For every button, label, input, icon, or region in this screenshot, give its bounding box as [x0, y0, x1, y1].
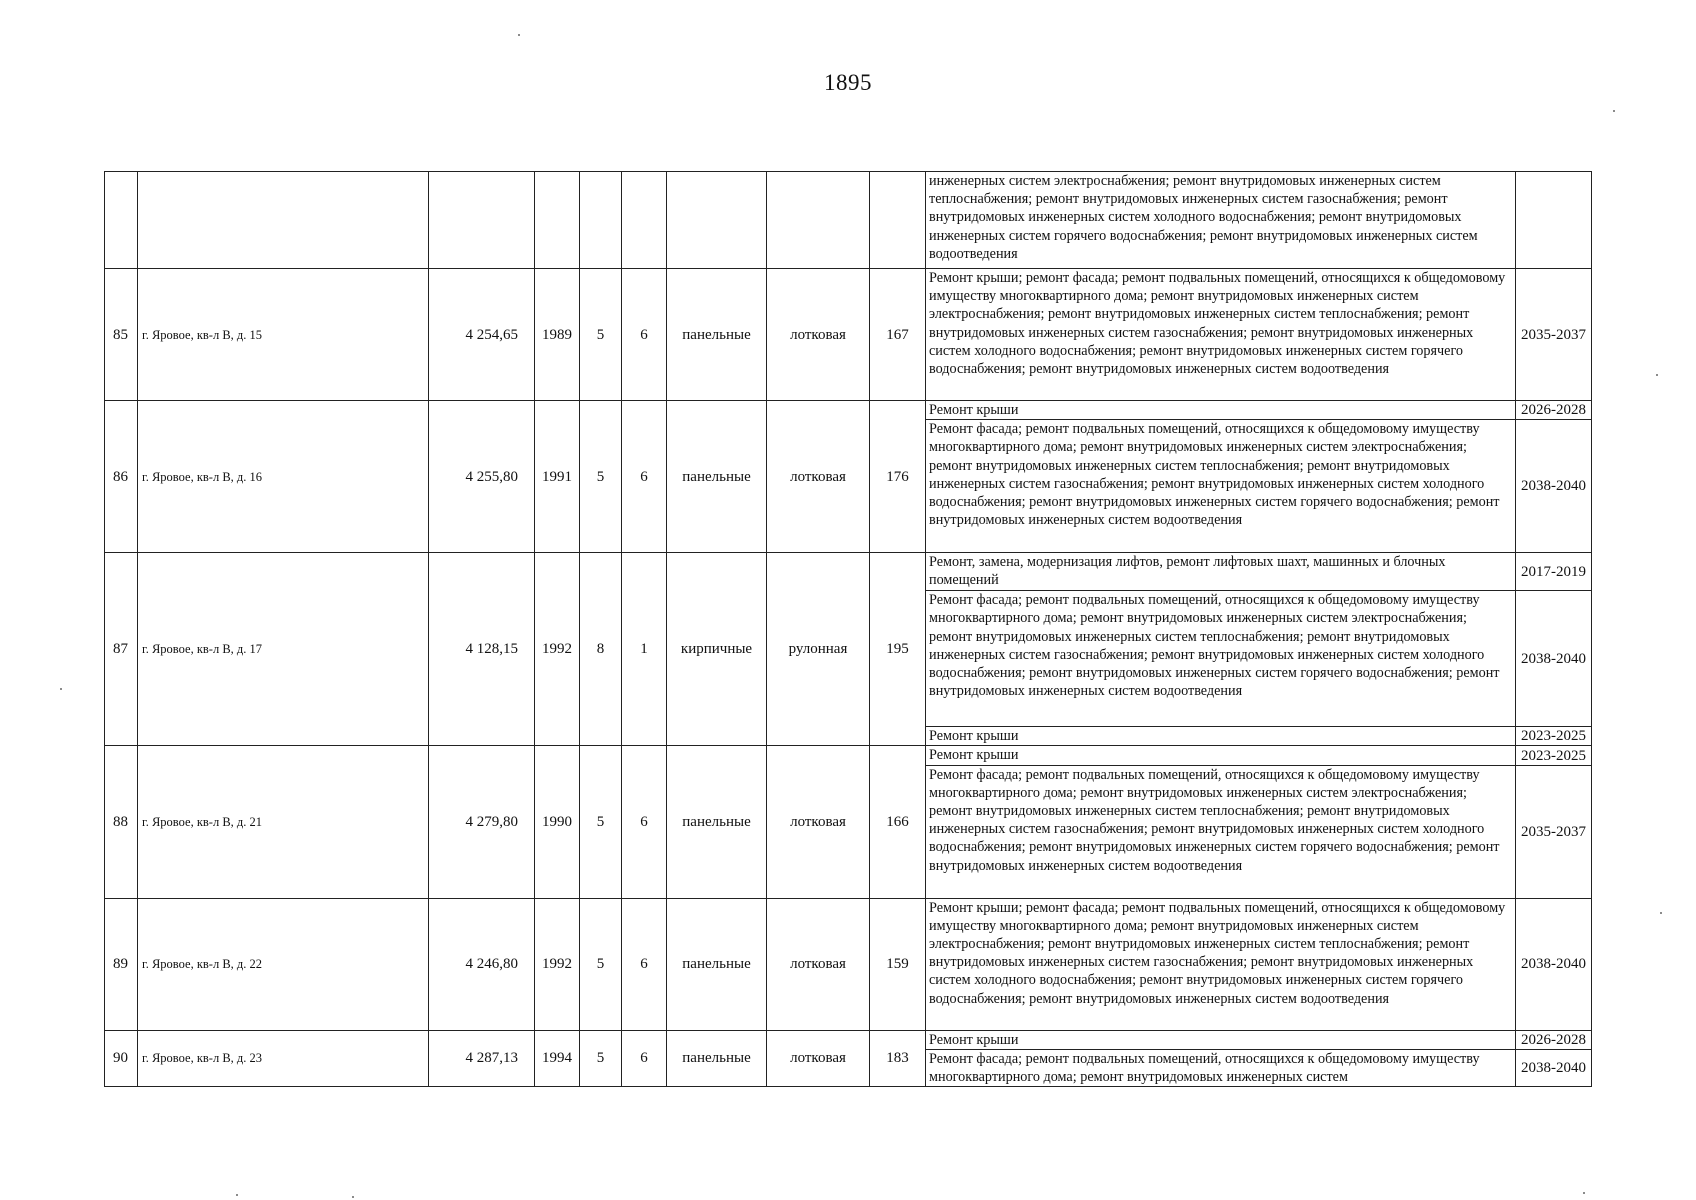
- works-cell: Ремонт крыши; ремонт фасада; ремонт подвальных помещений, относящихся к общедомовому имуществу многоквартирного дома; ремонт внутридомовых инженерных систем электроснабжения; ремонт внутридомовых инженерных систем теплоснабжения; ремонт внутридомовых инженерных систем газоснабжения; ремонт внутридомовых инженерных систем холодного водоснабжения; ремонт внутридомовых инженерных систем горячего водоснабжения; ремонт внутридомовых инженерных систем водоотведения: [926, 269, 1516, 401]
- works-cell: Ремонт фасада; ремонт подвальных помещений, относящихся к общедомовому имуществу многоквартирного дома; ремонт внутридомовых инженерных систем электроснабжения; ремонт внутридомовых инженерных систем теплоснабжения; ремонт внутридомовых инженерных систем газоснабжения; ремонт внутридомовых инженерных систем холодного водоснабжения; ремонт внутридомовых инженерных систем горячего водоснабжения; ремонт внутридомовых инженерных систем водоотведения: [926, 765, 1516, 898]
- period-cell: 2038-2040: [1516, 420, 1592, 553]
- year-cell: [535, 172, 580, 269]
- period-cell: 2038-2040: [1516, 1049, 1592, 1086]
- roof-cell: лотковая: [767, 898, 870, 1030]
- row-num-cell: 87: [105, 553, 138, 746]
- entrances-cell: [622, 172, 667, 269]
- capital-repair-table: [104, 171, 1592, 1087]
- address-cell: г. Яровое, кв-л В, д. 21: [138, 746, 429, 898]
- table-row: [105, 269, 1592, 401]
- year-cell: 1994: [535, 1030, 580, 1087]
- table-row: [105, 1030, 1592, 1049]
- row-num-cell: 89: [105, 898, 138, 1030]
- entrances-cell: 6: [622, 1030, 667, 1087]
- scan-speck: [1656, 374, 1658, 376]
- period-cell: 2026-2028: [1516, 401, 1592, 420]
- residents-cell: 195: [870, 553, 926, 746]
- period-cell: 2035-2037: [1516, 765, 1592, 898]
- scan-speck: [518, 34, 520, 36]
- residents-cell: 183: [870, 1030, 926, 1087]
- period-cell: 2038-2040: [1516, 591, 1592, 727]
- address-cell: г. Яровое, кв-л В, д. 16: [138, 401, 429, 553]
- entrances-cell: 6: [622, 746, 667, 898]
- works-cell: Ремонт, замена, модернизация лифтов, ремонт лифтовых шахт, машинных и блочных помещений: [926, 553, 1516, 591]
- entrances-cell: 6: [622, 269, 667, 401]
- period-cell: 2035-2037: [1516, 269, 1592, 401]
- works-cell: Ремонт крыши: [926, 401, 1516, 420]
- roof-cell: лотковая: [767, 401, 870, 553]
- residents-cell: 166: [870, 746, 926, 898]
- floors-cell: [580, 172, 622, 269]
- row-num-cell: 90: [105, 1030, 138, 1087]
- scan-speck: [1660, 912, 1662, 914]
- address-cell: г. Яровое, кв-л В, д. 17: [138, 553, 429, 746]
- area-cell: 4 246,80: [429, 898, 535, 1030]
- scan-speck: [236, 1194, 238, 1196]
- floors-cell: 8: [580, 553, 622, 746]
- period-cell: 2038-2040: [1516, 898, 1592, 1030]
- entrances-cell: 6: [622, 401, 667, 553]
- roof-cell: лотковая: [767, 1030, 870, 1087]
- table-row: [105, 746, 1592, 765]
- works-cell: инженерных систем электроснабжения; ремонт внутридомовых инженерных систем теплоснабжения; ремонт внутридомовых инженерных систем газоснабжения; ремонт внутридомовых инженерных систем холодного водоснабжения; ремонт внутридомовых инженерных систем горячего водоснабжения; ремонт внутридомовых инженерных систем водоотведения: [926, 172, 1516, 269]
- table-row: [105, 898, 1592, 1030]
- row-num-cell: [105, 172, 138, 269]
- period-cell: 2023-2025: [1516, 746, 1592, 765]
- walls-cell: кирпичные: [667, 553, 767, 746]
- year-cell: 1990: [535, 746, 580, 898]
- roof-cell: [767, 172, 870, 269]
- area-cell: 4 287,13: [429, 1030, 535, 1087]
- walls-cell: панельные: [667, 898, 767, 1030]
- walls-cell: панельные: [667, 746, 767, 898]
- table-row: [105, 401, 1592, 420]
- roof-cell: лотковая: [767, 269, 870, 401]
- year-cell: 1991: [535, 401, 580, 553]
- walls-cell: панельные: [667, 269, 767, 401]
- area-cell: 4 128,15: [429, 553, 535, 746]
- residents-cell: [870, 172, 926, 269]
- year-cell: 1992: [535, 898, 580, 1030]
- entrances-cell: 1: [622, 553, 667, 746]
- floors-cell: 5: [580, 401, 622, 553]
- works-cell: Ремонт фасада; ремонт подвальных помещений, относящихся к общедомовому имуществу многоквартирного дома; ремонт внутридомовых инженерных систем электроснабжения; ремонт внутридомовых инженерных систем теплоснабжения; ремонт внутридомовых инженерных систем газоснабжения; ремонт внутридомовых инженерных систем холодного водоснабжения; ремонт внутридомовых инженерных систем горячего водоснабжения; ремонт внутридомовых инженерных систем водоотведения: [926, 420, 1516, 553]
- residents-cell: 176: [870, 401, 926, 553]
- address-cell: [138, 172, 429, 269]
- table-row: [105, 172, 1592, 269]
- area-cell: 4 255,80: [429, 401, 535, 553]
- row-num-cell: 85: [105, 269, 138, 401]
- row-num-cell: 88: [105, 746, 138, 898]
- scan-speck: [60, 688, 62, 690]
- works-cell: Ремонт крыши; ремонт фасада; ремонт подвальных помещений, относящихся к общедомовому имуществу многоквартирного дома; ремонт внутридомовых инженерных систем электроснабжения; ремонт внутридомовых инженерных систем теплоснабжения; ремонт внутридомовых инженерных систем газоснабжения; ремонт внутридомовых инженерных систем холодного водоснабжения; ремонт внутридомовых инженерных систем горячего водоснабжения; ремонт внутридомовых инженерных систем водоотведения: [926, 898, 1516, 1030]
- residents-cell: 159: [870, 898, 926, 1030]
- roof-cell: лотковая: [767, 746, 870, 898]
- period-cell: [1516, 172, 1592, 269]
- address-cell: г. Яровое, кв-л В, д. 15: [138, 269, 429, 401]
- works-cell: Ремонт фасада; ремонт подвальных помещений, относящихся к общедомовому имуществу многоквартирного дома; ремонт внутридомовых инженерных систем электроснабжения; ремонт внутридомовых инженерных систем теплоснабжения; ремонт внутридомовых инженерных систем газоснабжения; ремонт внутридомовых инженерных систем холодного водоснабжения; ремонт внутридомовых инженерных систем горячего водоснабжения; ремонт внутридомовых инженерных систем водоотведения: [926, 591, 1516, 727]
- walls-cell: панельные: [667, 1030, 767, 1087]
- area-cell: 4 279,80: [429, 746, 535, 898]
- walls-cell: панельные: [667, 401, 767, 553]
- walls-cell: [667, 172, 767, 269]
- area-cell: 4 254,65: [429, 269, 535, 401]
- works-cell: Ремонт крыши: [926, 727, 1516, 746]
- roof-cell: рулонная: [767, 553, 870, 746]
- residents-cell: 167: [870, 269, 926, 401]
- row-num-cell: 86: [105, 401, 138, 553]
- floors-cell: 5: [580, 746, 622, 898]
- works-cell: Ремонт крыши: [926, 1030, 1516, 1049]
- period-cell: 2023-2025: [1516, 727, 1592, 746]
- works-cell: Ремонт крыши: [926, 746, 1516, 765]
- page-number: 1895: [824, 70, 872, 95]
- floors-cell: 5: [580, 1030, 622, 1087]
- period-cell: 2026-2028: [1516, 1030, 1592, 1049]
- year-cell: 1989: [535, 269, 580, 401]
- period-cell: 2017-2019: [1516, 553, 1592, 591]
- area-cell: [429, 172, 535, 269]
- floors-cell: 5: [580, 898, 622, 1030]
- table-row: [105, 553, 1592, 591]
- scan-speck: [1583, 1192, 1585, 1194]
- scan-speck: [352, 1196, 354, 1198]
- entrances-cell: 6: [622, 898, 667, 1030]
- scan-speck: [1613, 110, 1615, 112]
- year-cell: 1992: [535, 553, 580, 746]
- address-cell: г. Яровое, кв-л В, д. 22: [138, 898, 429, 1030]
- works-cell: Ремонт фасада; ремонт подвальных помещений, относящихся к общедомовому имуществу многоквартирного дома; ремонт внутридомовых инженерных систем: [926, 1049, 1516, 1086]
- floors-cell: 5: [580, 269, 622, 401]
- address-cell: г. Яровое, кв-л В, д. 23: [138, 1030, 429, 1087]
